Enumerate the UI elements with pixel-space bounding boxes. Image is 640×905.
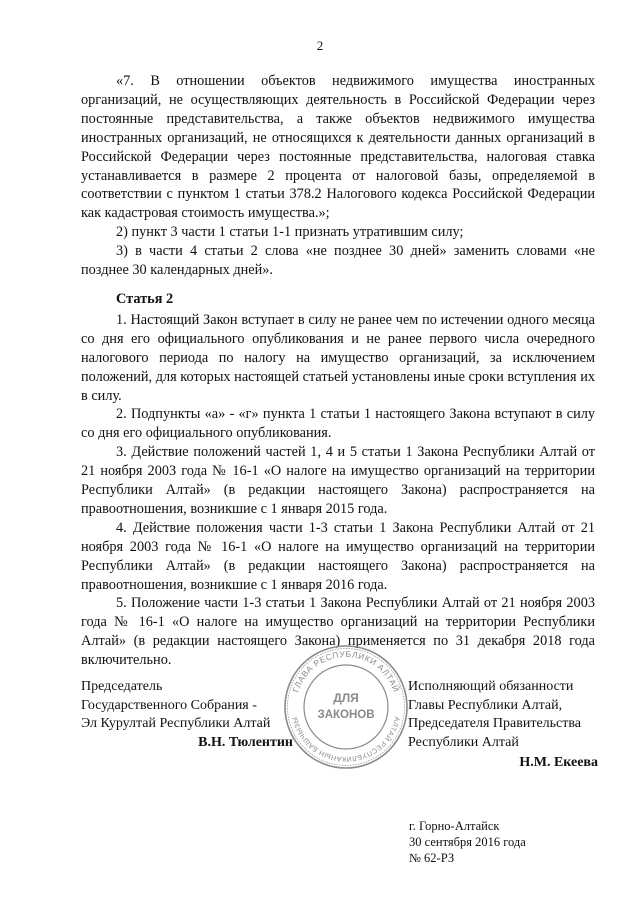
article-2-clause-2: 2. Подпункты «а» - «г» пункта 1 статьи 1 настоящего Закона вступают в силу со дня его официального опубликования. bbox=[81, 406, 595, 442]
chairman-title-line1: Председатель bbox=[81, 679, 163, 694]
footer-law-number: № 62-РЗ bbox=[409, 851, 455, 865]
stamp-center-line2: ЗАКОНОВ bbox=[317, 709, 375, 721]
official-stamp bbox=[283, 644, 409, 770]
page-number: 2 bbox=[316, 38, 324, 53]
chairman-title-line2: Государственного Собрания - bbox=[81, 697, 257, 713]
document-footer bbox=[409, 818, 526, 866]
article-2-title: Статья 2 bbox=[116, 290, 174, 307]
signature-block-head bbox=[408, 678, 598, 773]
head-title-line2: Главы Республики Алтай, bbox=[408, 697, 563, 713]
chairman-name: В.Н. Тюлентин bbox=[198, 734, 293, 750]
head-title-line3: Председателя Правительства bbox=[408, 716, 582, 731]
amendment-paragraph-2: 2) пункт 3 части 1 статьи 1-1 признать утратившим силу; bbox=[116, 224, 464, 241]
head-title-line1: Исполняющий обязанности bbox=[408, 679, 574, 694]
footer-date: 30 сентября 2016 года bbox=[409, 835, 526, 849]
amendment-paragraph-3: 3) в части 4 статьи 2 слова «не позднее 30 дней» заменить словами «не позднее 30 календарных дней». bbox=[81, 243, 595, 279]
signature-block-chairman bbox=[81, 678, 293, 752]
article-2-clause-3: 3. Действие положений частей 1, 4 и 5 статьи 1 Закона Республики Алтай от 21 ноября 2003 года № 16-1 «О налоге на имущество организаций на территории Республики Алтай» (в редакции настоящего Закона) распространяется на правоотношения, возникшие с 1 января 2015 года. bbox=[81, 444, 595, 517]
head-title-line4: Республики Алтай bbox=[408, 734, 519, 750]
stamp-bottom-text: АЛТАЙ РЕСПУБЛИКАНЫН БАШЧЫЗЫ bbox=[291, 715, 401, 763]
stamp-center-line1: ДЛЯ bbox=[333, 691, 359, 705]
stamp-top-text: ГЛАВА РЕСПУБЛИКИ АЛТАЙ bbox=[290, 648, 402, 694]
document-body bbox=[81, 72, 595, 670]
stamp-outer-ring bbox=[285, 646, 407, 768]
footer-city: г. Горно-Алтайск bbox=[409, 819, 500, 833]
stamp-inner-ring bbox=[304, 665, 388, 749]
chairman-title-line3: Эл Курултай Республики Алтай bbox=[81, 716, 271, 731]
amendment-paragraph-7: «7. В отношении объектов недвижимого имущества иностранных организаций, не осуществляющих деятельность в Российской Федерации через постоянные представительства, а также объектов недвижимого имущества иностранных организаций, не относящихся к деятельности данных организаций в Российской Федерации через постоянные представительства, налоговая ставка устанавливается в размере 2 процента от налоговой базы, определяемой в соответствии с пунктом 1 статьи 378.2 Налогового кодекса Российской Федерации как кадастровая стоимость имущества.»; bbox=[81, 73, 595, 222]
head-name: Н.М. Екеева bbox=[519, 755, 598, 770]
article-2-clause-4: 4. Действие положения части 1-3 статьи 1 Закона Республики Алтай от 21 ноября 2003 года № 16-1 «О налоге на имущество организаций на территории Республики Алтай» (в редакции настоящего Закона) распространяется на правоотношения, возникшие с 1 января 2016 года. bbox=[81, 519, 595, 593]
article-2-clause-5: 5. Положение части 1-3 статьи 1 Закона Республики Алтай от 21 ноября 2003 года № 16-1 «О налоге на имущество организаций на территории Республики Алтай» (в редакции настоящего Закона) применяется по 31 декабря 2018 года включительно. bbox=[81, 595, 595, 669]
article-2-clause-1: 1. Настоящий Закон вступает в силу не ранее чем по истечении одного месяца со дня его официального опубликования и не ранее первого числа очередного налогового периода по налогу на имущество организаций, за исключением положений, для которых настоящей статьей установлены иные сроки вступления их в силу. bbox=[81, 311, 595, 404]
